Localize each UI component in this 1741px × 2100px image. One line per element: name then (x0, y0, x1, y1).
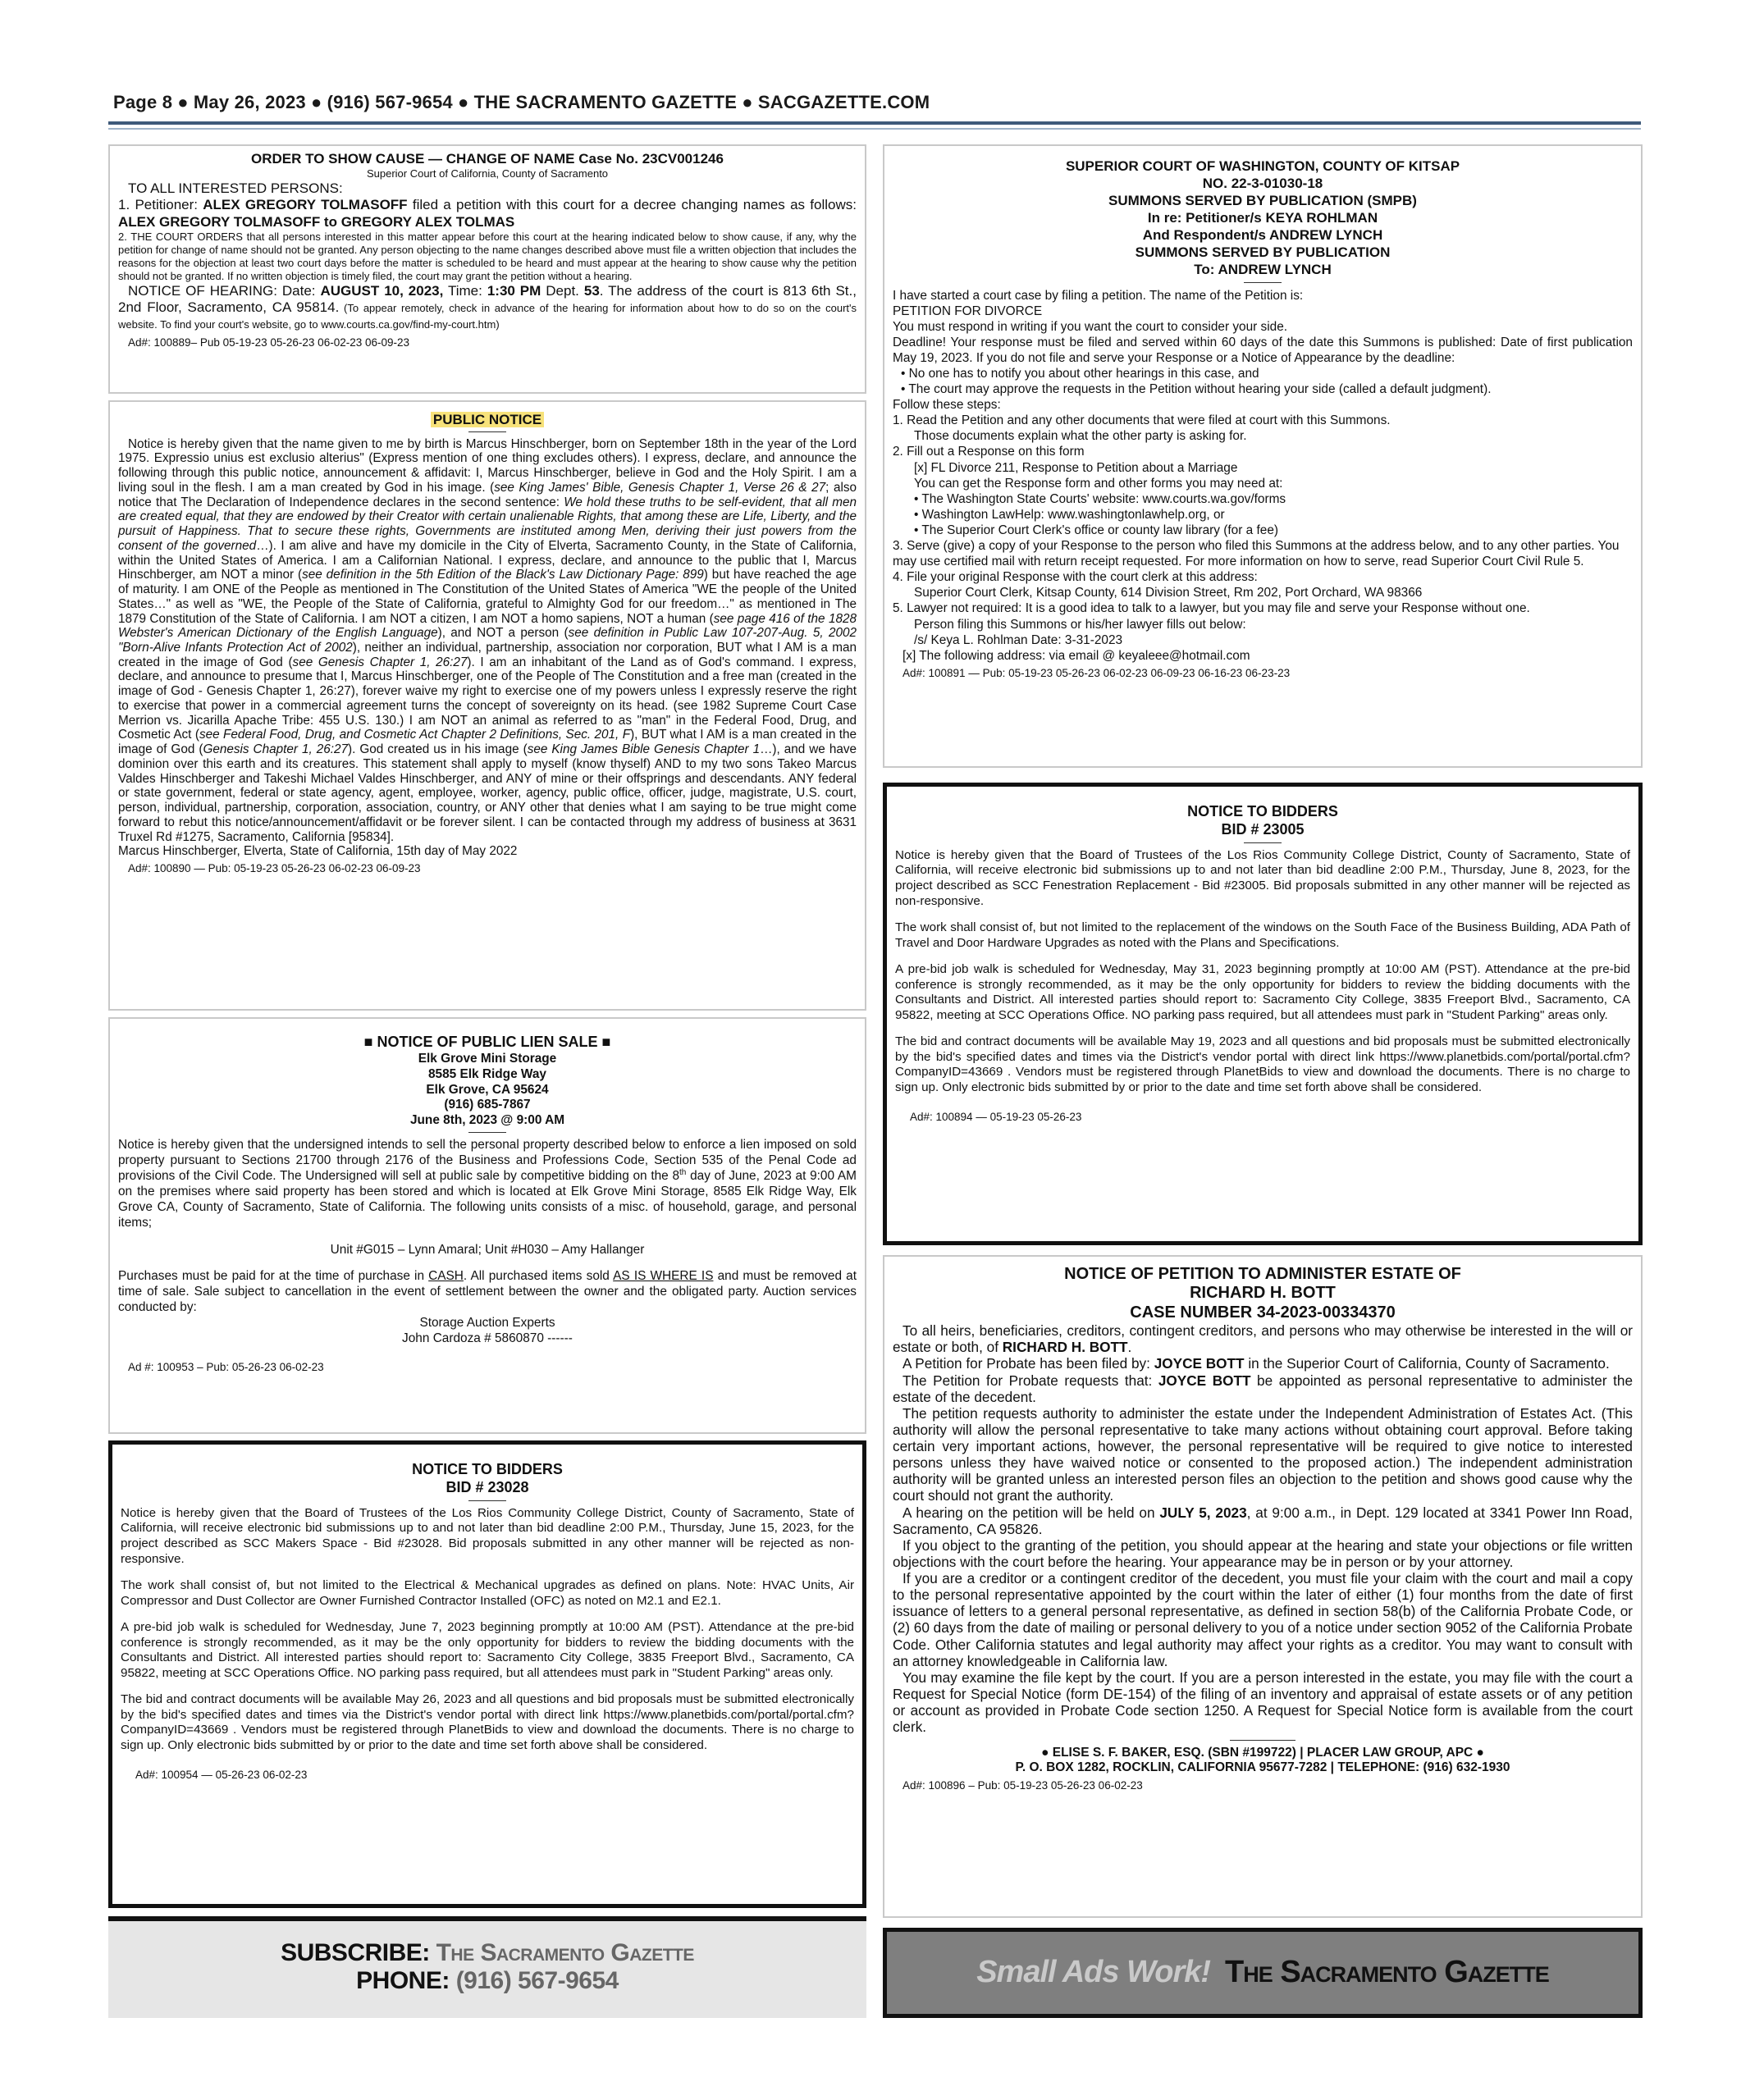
job-walk-paragraph: A pre-bid job walk is scheduled for Wednesday, June 7, 2023 beginning promptly at 10:00 AM (PST). Attendance at the pre-bid conference is strongly recommended, as it may be the only opportunity for bidders to review the bidding documents with the Consultants and District. All interested parties should report to: Sacramento City College, 3835 Freeport Blvd., Sacramento, CA 95822, meeting at SCC Operations Office. NO parking pass required, but all attendees must park in "Student Parking" areas only. (121, 1620, 854, 1680)
case-number: NO. 22-3-01030-18 (1202, 176, 1323, 192)
small-ads-banner (883, 1928, 1643, 2018)
signature-line: Marcus Hinschberger, Elverta, State of California, 15th day of May 2022 (118, 844, 518, 859)
respondent-name: And Respondent/s ANDREW LYNCH (1142, 227, 1383, 244)
small-ads-paper: The Sacramento Gazette (1225, 1955, 1549, 1989)
auctioneer-name: Storage Auction Experts (419, 1315, 555, 1330)
step-2: 2. Fill out a Response on this form (893, 445, 1085, 459)
notice-body: Notice is hereby given that the undersigned intends to sell the personal property described below to enforce a lien imposed on sold property pursuant to Sections 21700 through 2176 of the Business and Professions Code, Section 535 of the Penal Code ad provisions of the Civil Code. The Undersigned will sell at public sale by competitive bidding on the 8th day of June, 2023 at 9:00 AM on the premises where said property has been stored and which is located at Elk Grove Mini Storage, 8585 Elk Ridge Way, Elk Grove CA, County of Sacramento, State of California. The following units consists of a misc. of household, garage, and personal items; (118, 1137, 857, 1230)
documents-paragraph: The bid and contract documents will be available May 19, 2023 and all questions and bid proposals must be submitted electronically by the bid's specified dates and times via the District's vendor portal with direct link https://www.planetbids.com/portal/portal.cfm?CompanyID=43669 . Vendors must be registered through PlanetBids to view and download the documents. There is no charge to sign up. Only electronic bids submitted by or prior to the date and time set forth above shall be considered. (895, 1034, 1630, 1095)
job-walk-paragraph: A pre-bid job walk is scheduled for Wednesday, May 31, 2023 beginning promptly at 10:00 AM (PST). Attendance at the pre-bid conference is strongly recommended, as it may be the only opportunity for bidders to review the bidding documents with the Consultants and District. All interested parties should report to: Sacramento City College, 3835 Freeport Blvd., Sacramento, CA 95822, meeting at SCC Operations Office. NO parking pass required, but all attendees must park in "Student Parking" areas only. (895, 962, 1630, 1022)
notice-title: PUBLIC NOTICE (431, 412, 544, 427)
court-name: SUPERIOR COURT OF WASHINGTON, COUNTY OF KITSAP (1065, 158, 1460, 174)
notice-to-bidders-23005 (883, 783, 1643, 1245)
scope-paragraph: The work shall consist of, but not limited to the Electrical & Mechanical upgrades as defined on plans. Note: HVAC Units, Air Compressor and Dust Collector are Owner Furnished Contractor Installed (OFC) as noted on M2.1 and E2.1. (121, 1578, 854, 1608)
subscribe-banner (108, 1916, 866, 2018)
ad-number: Ad#: 100891 — Pub: 05-19-23 05-26-23 06-02-23 06-09-23 06-16-23 06-23-23 (902, 666, 1291, 679)
phone-label: PHONE: (356, 1967, 450, 1994)
bid-paragraph: Notice is hereby given that the Board of Trustees of the Los Rios Community College District, County of Sacramento, State of California, will receive electronic bid submissions up to and not later than bid deadline 2:00 P.M., Thursday, June 8, 2023, for the project described as SCC Fenestration Replacement - Bid #23005. Bid proposals submitted in any other manner will be rejected as non-responsive. (895, 847, 1630, 908)
summons-recipient: To: ANDREW LYNCH (1194, 262, 1332, 278)
court-name: Superior Court of California, County of Sacramento (366, 167, 609, 180)
ad-number: Ad#: 100890 — Pub: 05-19-23 05-26-23 06-02-23 06-09-23 (128, 862, 421, 875)
step-3: 3. Serve (give) a copy of your Response to the person who filed this Summons at the address below, and to any other parties. You may use certified mail with return receipt requested. For more information on how to serve, read Superior Court Civil Rule 5. (893, 539, 1620, 569)
ad-number: Ad#: 100896 – Pub: 05-19-23 05-26-23 06-02-23 (902, 1778, 1143, 1792)
petitioner-name: In re: Petitioner/s KEYA ROHLMAN (1147, 210, 1378, 226)
subscribe-label: SUBSCRIBE: (281, 1939, 430, 1966)
business-phone: (916) 685-7867 (444, 1098, 531, 1112)
case-number: CASE NUMBER 34-2023-00334370 (1130, 1303, 1396, 1322)
notice-title: NOTICE TO BIDDERS (1187, 803, 1338, 819)
step-4: 4. File your original Response with the court clerk at this address: (893, 570, 1258, 585)
bid-number: BID # 23005 (1221, 820, 1305, 838)
paper-name: THE SACRAMENTO GAZETTE (473, 92, 738, 112)
sale-datetime: June 8th, 2023 @ 9:00 AM (409, 1113, 565, 1128)
court-order-paragraph: 2. THE COURT ORDERS that all persons interested in this matter appear before this court at the hearing indicated below to show cause, if any, why the petition for change of name should not be granted. Any person objecting to the name changes described above must file a written objection that includes the reasons for the objection at least two court days before the matter is scheduled to be heard and must appear at the hearing to show cause why the petition should not be granted. If no written objection is timely filed, the court may grant the petition without a hearing. (118, 231, 857, 282)
business-name: Elk Grove Mini Storage (418, 1051, 557, 1066)
header-rule (108, 121, 1641, 125)
petitioner-paragraph: 1. Petitioner: ALEX GREGORY TOLMASOFF filed a petition with this court for a decree changing names as follows: ALEX GREGORY TOLMASOFF to GREGORY ALEX TOLMAS (118, 197, 857, 230)
order-to-show-cause-notice: ORDER TO SHOW CAUSE — CHANGE OF NAME Case No. 23CV001246 Superior Court of California, County of Sacramento TO ALL INTERESTED PERSONS: 1. Petitioner: ALEX GREGORY TOLMASOFF filed a petition with this court for a decree changing names as follows: ALEX GREGORY TOLMASOFF to GREGORY ALEX TOLMAS 2. THE COURT ORDERS that all persons interested in this matter appear before this court at the hearing indicated below to show cause, if any, why the petition for change of name should not be granted. Any person objecting to the name changes described above must file a written objection that includes the reasons for the objection at least two court days before the matter is scheduled to be heard and must appear at the hearing to show cause why the petition should not be granted. If no written objection is timely filed, the court may grant the petition without a hearing. NOTICE OF HEARING: Date: AUGUST 10, 2023, Time: 1:30 PM Dept. 53. The address of the court is 813 6th St., 2nd Floor, Sacramento, CA 95814. (To appear remotely, check in advance of the hearing for information about how to do so on the court's website. To find your court's website, go to www.courts.ca.gov/find-my-court.htm) Ad#: 100889– Pub 05-19-23 05-26-23 06-02-23 06-09-23 (108, 144, 866, 394)
documents-paragraph: The bid and contract documents will be available May 26, 2023 and all questions and bid proposals must be submitted electronically by the bid's specified dates and times via the District's vendor portal with direct link https://www.planetbids.com/portal/portal.cfm?CompanyID=43669 . Vendors must be registered through PlanetBids to view and download the documents. There is no charge to sign up. Only electronic bids submitted by or prior to the date and time set forth above shall be considered. (121, 1692, 854, 1753)
hearing-paragraph: NOTICE OF HEARING: Date: AUGUST 10, 2023, Time: 1:30 PM Dept. 53. The address of the court is 813 6th St., 2nd Floor, Sacramento, CA 95814. (To appear remotely, check in advance of the hearing for information about how to do so on the court's website. To find your court's website, go to www.courts.ca.gov/find-my-court.htm) (118, 282, 857, 331)
attorney-name: ● ELISE S. F. BAKER, ESQ. (SBN #199722) | PLACER LAW GROUP, APC ● (1041, 1746, 1484, 1760)
subscribe-paper: The Sacramento Gazette (436, 1939, 694, 1966)
subscribe-phone[interactable]: (916) 567-9654 (455, 1967, 619, 1994)
page-number: Page 8 (113, 92, 173, 112)
issue-date: May 26, 2023 (193, 92, 306, 112)
notice-title: NOTICE OF PETITION TO ADMINISTER ESTATE OF (1064, 1265, 1461, 1283)
website-link[interactable]: SACGAZETTE.COM (757, 92, 930, 112)
bid-number: BID # 23028 (446, 1478, 529, 1495)
signature-line: /s/ Keya L. Rohlman Date: 3-31-2023 (914, 632, 1123, 647)
notice-to-bidders-23028 (108, 1440, 866, 1908)
step-1: 1. Read the Petition and any other documents that were filed at court with this Summons. (893, 413, 1391, 428)
ad-number: Ad#: 100889– Pub 05-19-23 05-26-23 06-02-23 06-09-23 (128, 336, 410, 349)
business-address: 8585 Elk Ridge Way (428, 1066, 546, 1081)
email-contact: [x] The following address: via email @ keyaleee@hotmail.com (902, 648, 1250, 663)
hearing-paragraph: A hearing on the petition will be held on JULY 5, 2023, at 9:00 a.m., in Dept. 129 located at 3341 Power Inn Road, Sacramento, CA 95826. (893, 1504, 1633, 1537)
attorney-address: P. O. BOX 1282, ROCKLIN, CALIFORNIA 95677-7282 | TELEPHONE: (916) 632-1930 (1015, 1760, 1510, 1775)
bid-paragraph: Notice is hereby given that the Board of Trustees of the Los Rios Community College District, County of Sacramento, State of California, will receive electronic bid submissions up to and not later than bid deadline 2:00 P.M., Thursday, June 15, 2023, for the project described as SCC Makers Space - Bid #23028. Bid proposals submitted in any other manner will be rejected as non-responsive. (121, 1505, 854, 1566)
notice-title: NOTICE TO BIDDERS (412, 1461, 563, 1477)
step-5: 5. Lawyer not required: It is a good idea to talk to a lawyer, but you may file and serve your Response without one. (893, 601, 1530, 616)
page-header: Page 8 ● May 26, 2023 ● (916) 567-9654 ● THE SACRAMENTO GAZETTE ● SACGAZETTE.COM (113, 92, 930, 112)
ad-number: Ad#: 100954 — 05-26-23 06-02-23 (135, 1768, 308, 1781)
public-lien-sale-notice: ■ NOTICE OF PUBLIC LIEN SALE ■ Elk Grove Mini Storage 8585 Elk Ridge Way Elk Grove, CA 95624 (916) 685-7867 June 8th, 2023 @ 9:00 AM Notice is hereby given that the undersigned intends to sell the personal property described below to enforce a lien imposed on sold property pursuant to Sections 21700 through 2176 of the Business and Professions Code, Section 535 of the Penal Code ad provisions of the Civil Code. The Undersigned will sell at public sale by competitive bidding on the 8th day of June, 2023 at 9:00 AM on the premises where said property has been stored and which is located at Elk Grove Mini Storage, 8585 Elk Ridge Way, Elk Grove CA, County of Sacramento, State of California. The following units consists of a misc. of household, garage, and personal items; Unit #G015 – Lynn Amaral; Unit #H030 – Amy Hallanger Purchases must be paid for at the time of purchase in CASH. All purchased items sold AS IS WHERE IS and must be removed at time of sale. Sale subject to cancellation in the event of settlement between the owner and the obligated party. Auction services conducted by: Storage Auction Experts John Cardoza # 5860870 ------ Ad #: 100953 – Pub: 05-26-23 06-02-23 (108, 1017, 866, 1434)
estate-petition-notice: NOTICE OF PETITION TO ADMINISTER ESTATE OF RICHARD H. BOTT CASE NUMBER 34-2023-00334370 To all heirs, beneficiaries, creditors, contingent creditors, and persons who may otherwise be interested in the will or estate or both, of RICHARD H. BOTT. A Petition for Probate has been filed by: JOYCE BOTT in the Superior Court of California, County of Sacramento. The Petition for Probate requests that: JOYCE BOTT be appointed as personal representative to administer the estate of the decedent. The petition requests authority to administer the estate under the Independent Administration of Estates Act. (This authority will allow the personal representative to take many actions without obtaining court approval. Before taking certain very important actions, however, the personal representative will be required to give notice to interested persons unless they have waived notice or consented to the proposed action.) The independent administration authority will be granted unless an interested person files an objection to the petition and shows good cause why the court should not grant the authority. A hearing on the petition will be held on JULY 5, 2023, at 9:00 a.m., in Dept. 129 located at 3341 Power Inn Road, Sacramento, CA 95826. If you object to the granting of the petition, you should appear at the hearing and state your objections or file written objections with the court before the hearing. Your appearance may be in person or by your attorney. If you are a creditor or a contingent creditor of the decedent, you must file your claim with the court and mail a copy to the personal representative appointed by the court within the later of either (1) four months from the date of first issuance of letters to a general personal representative, as defined in section 58(b) of the California Probate Code, or (2) 60 days from the date of mailing or personal delivery to you of a notice under section 9052 of the California Probate Code. Other California statutes and legal authority may affect your rights as a creditor. You may want to consult with an attorney knowledgeable in California law. You may examine the file kept by the court. If you are a person interested in the estate, you may file with the court a Request for Special Notice (form DE-154) of the filing of an inventory and appraisal of estate assets or of any petition or account as provided in Probate Code section 1250. A Request for Special Notice form is available from the court clerk. ● ELISE S. F. BAKER, ESQ. (SBN #199722) | PLACER LAW GROUP, APC ● P. O. BOX 1282, ROCKLIN, CALIFORNIA 95677-7282 | TELEPHONE: (916) 632-1930 Ad#: 100896 – Pub: 05-19-23 05-26-23 06-02-23 (883, 1255, 1643, 1918)
notice-title: ORDER TO SHOW CAUSE — CHANGE OF NAME Case No. 23CV001246 (251, 151, 724, 167)
notice-title: ■ NOTICE OF PUBLIC LIEN SALE ■ (363, 1034, 611, 1050)
units-list: Unit #G015 – Lynn Amaral; Unit #H030 – Amy Hallanger (330, 1242, 645, 1257)
decedent-name: RICHARD H. BOTT (1190, 1284, 1336, 1303)
notice-body: Notice is hereby given that the name given to me by birth is Marcus Hinschberger, born on September 18th in the year of the Lord 1975. Expressio unius est exclusio alterius" (Express mention of one thing excludes others). I express, declare, and announce the following through this public notice, announcement & affidavit: I, Marcus Hinschberger, believe in God and the Holy Spirit. I am a living soul in the flesh. I am a man created by God in his image. (see King James' Bible, Genesis Chapter 1, Verse 26 & 27; also notice that The Declaration of Independence declares in the second sentence: We hold these truths to be self-evident, that all men are created equal, that they are endowed by their Creator with certain unalienable Rights, that among these are Life, Liberty, and the pursuit of Happiness. That to secure these rights, Governments are instituted among Men, deriving their just powers from the consent of the governed…). I am alive and have my domicile in the City of Elverta, Sacramento County, in the State of California, within the United States of America. I am a Californian National. I express, declare, and announce to the public that I, Marcus Hinschberger, am NOT a minor (see definition in the 5th Edition of the Black's Law Dictionary Page: 899) but have reached the age of maturity. I am ONE of the People as mentioned in The Constitution of the United States of America "WE the people of the United States…" as well as "WE, the People of the State of California, grateful to Almighty God for our freedom…" as mentioned in The 1879 Constitution of the State of California. I am NOT a citizen, I am NOT a homo sapiens, NOT a human (see page 416 of the 1828 Webster's American Dictionary of the English Language), and NOT a person (see definition in Public Law 107-207-Aug. 5, 2002 "Born-Alive Infants Protection Act of 2002), neither an individual, partnership, association nor corporation, BUT what I AM is a man created in the image of God (see Genesis Chapter 1, 26:27). I am an inhabitant of the Land as of God's command. I express, declare, and announce to presume that I, Marcus Hinschberger, one of the People of The Constitution and a free man (created in the image of God - Genesis Chapter 1, 26:27), forever waive my right to exercise one of my powers unless I expressly reserve the right to exercise that power in a commercial agreement turns the concept of sovereignty on its head. (see 1982 Supreme Court Case Merrion vs. Jicarilla Apache Tribe: 455 U.S. 130.) I am NOT an animal as referred to as "man" in the Federal Food, Drug, and Cosmetic Act (see Federal Food, Drug, and Cosmetic Act Chapter 2 Definitions, Sec. 201, F), BUT what I AM is a man created in the image of God (Genesis Chapter 1, 26:27). God created us in his image (see King James Bible Genesis Chapter 1…), and we have dominion over this earth and its creatures. This statement shall apply to myself (know thyself) AND to my two sons Takeo Marcus Valdes Hinschberger and Takeshi Michael Valdes Hinschberger, and ANY of mine or their offsprings and descendants. ANY federal or state government, federal or state agency, agent, employee, worker, agency, public office, officer, judge, magistrate, U.S. court, person, individual, partnership, corporation, association, country, or ANY other that denies what I am saying to be true might come forward to rebut this notice/announcement/affidavit or be forever silent. I can be contacted through my address of business at 3631 Truxel Rd #1275, Sacramento, California [95834]. (118, 436, 857, 844)
scope-paragraph: The work shall consist of, but not limited to the replacement of the windows on the South Face of the Business Building, ADA Path of Travel and Door Hardware Upgrades as noted with the Plans and Specifications. (895, 920, 1630, 950)
payment-terms: Purchases must be paid for at the time of purchase in CASH. All purchased items sold AS IS WHERE IS and must be removed at time of sale. Sale subject to cancellation in the event of settlement between the owner and the obligated party. Auction services conducted by: (118, 1269, 857, 1315)
small-ads-tagline: Small Ads Work! (976, 1955, 1211, 1989)
ad-number: Ad #: 100953 – Pub: 05-26-23 06-02-23 (128, 1361, 324, 1374)
header-phone: (916) 567-9654 (327, 92, 453, 112)
public-notice (108, 400, 866, 1011)
auctioneer-bond: John Cardoza # 5860870 ------ (402, 1331, 573, 1345)
ad-number: Ad#: 100894 — 05-19-23 05-26-23 (910, 1110, 1082, 1123)
summons-notice: SUPERIOR COURT OF WASHINGTON, COUNTY OF KITSAP NO. 22-3-01030-18 SUMMONS SERVED BY PUBLICATION (SMPB) In re: Petitioner/s KEYA ROHLMAN And Respondent/s ANDREW LYNCH SUMMONS SERVED BY PUBLICATION To: ANDREW LYNCH I have started a court case by filing a petition. The name of the Petition is: PETITION FOR DIVORCE You must respond in writing if you want the court to consider your side. Deadline! Your response must be filed and served within 60 days of the date this Summons is published: Date of first publication May 19, 2023. If you do not file and serve your Response or a Notice of Appearance by the deadline: • No one has to notify you about other hearings in this case, and • The court may approve the requests in the Petition without hearing your side (called a default judgment). Follow these steps: 1. Read the Petition and any other documents that were filed at court with this Summons. Those documents explain what the other party is asking for. 2. Fill out a Response on this form [x] FL Divorce 211, Response to Petition about a Marriage You can get the Response form and other forms you may need at: • The Washington State Courts' website: www.courts.wa.gov/forms • Washington LawHelp: www.washingtonlawhelp.org, or • The Superior Court Clerk's office or county law library (for a fee) 3. Serve (give) a copy of your Response to the person who filed this Summons at the address below, and to any other parties. You may use certified mail with return receipt requested. For more information on how to serve, read Superior Court Civil Rule 5. 4. File your original Response with the court clerk at this address: Superior Court Clerk, Kitsap County, 614 Division Street, Rm 202, Port Orchard, WA 98366 5. Lawyer not required: It is a good idea to talk to a lawyer, but you may file and serve your Response without one. Person filing this Summons or his/her lawyer fills out below: /s/ Keya L. Rohlman Date: 3-31-2023 [x] The following address: via email @ keyaleee@hotmail.com Ad#: 100891 — Pub: 05-19-23 05-26-23 06-02-23 06-09-23 06-16-23 06-23-23 (883, 144, 1643, 768)
header-rule-thin (108, 128, 1641, 130)
